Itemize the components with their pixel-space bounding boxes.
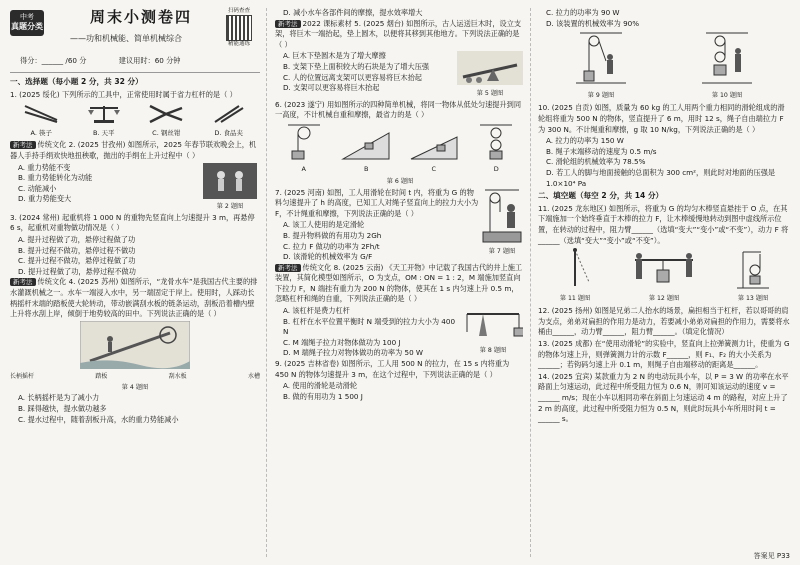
q4-figure — [10, 321, 260, 394]
qr-bottom-label: 精能通练 — [227, 41, 250, 47]
q7-figure — [479, 188, 525, 263]
figure-label: 踏板 — [95, 373, 108, 381]
option-label: D. 食品夹 — [214, 128, 244, 137]
figure-caption: 第 6 题图 — [386, 177, 414, 185]
question-7: 7. (2025 河南) 如图，工人用滑轮在时间 t 内，将重为 G 的物料匀速提升了 h 的高度，已知工人对绳子竖直向上的拉力大小为 F，不计绳重和摩擦，下列说法正确的是（ ） — [275, 187, 479, 218]
q5-options — [275, 51, 455, 99]
question-1: 1. (2025 绥化) 下列所示的工具中，正常使用时属于省力杠杆的是（ ） — [10, 89, 237, 99]
figure-caption: 第 10 题图 — [711, 91, 743, 99]
qr-block[interactable] — [222, 8, 256, 48]
question-4 — [10, 277, 260, 319]
option: A. 该杠杆是费力杠杆 — [283, 306, 350, 316]
badge-main: 真题分类 — [11, 22, 43, 31]
incline-30-icon — [409, 123, 459, 161]
q11-13-figures — [538, 248, 790, 304]
question-5 — [275, 19, 525, 51]
page-title: 周末小测卷四 — [90, 8, 193, 26]
qr-code-icon[interactable] — [226, 15, 252, 41]
option: A. 该工人使用的是定滑轮 — [283, 220, 365, 230]
q4-figure-labels — [10, 372, 260, 383]
q10-figure — [702, 31, 752, 101]
q8-figure — [461, 306, 525, 359]
question-text: 4. (2025 苏州) 如图所示，“龙骨水车”是我国古代主要的排水灌溉机械之一。水车一端浸入水中，另一端固定于岸上。使用时，人踩动长柄摇杆末端的踏板使大轮转动，带动嵌满刮水板的链条运动，刮板沿着槽内壁上升将水刮上岸，倾倒于地势较高的田中。下列说法正确的是（ ） — [10, 277, 258, 319]
q9-q10-figures — [538, 31, 790, 101]
carrying-water-illustration — [629, 248, 699, 290]
question-8 — [275, 263, 525, 305]
q1-figures — [10, 102, 260, 138]
topic-tag: 传统文化 — [37, 277, 67, 287]
option: A. 巨木下垫圆木是为了增大摩擦 — [283, 51, 386, 61]
option: D. 支架可以更容易将巨木抬起 — [283, 83, 380, 93]
pulley-block-icon — [476, 123, 516, 161]
option: A. 使用的滑轮是动滑轮 — [283, 381, 358, 391]
option: A. 长柄摇杆是为了减小力 — [18, 393, 100, 403]
option: B. 做的有用功为 1 500 J — [283, 391, 363, 401]
q2-figure — [200, 163, 260, 213]
figure-caption: 第 12 题图 — [648, 294, 680, 302]
balance-icon — [84, 102, 124, 124]
q6-figures — [275, 123, 525, 175]
badge-top: 中考 — [20, 13, 34, 21]
option-label: A. 筷子 — [30, 128, 52, 137]
pulley-group-illustration — [702, 31, 752, 87]
option: A. 提升过程做了功，悬停过程做了功 — [18, 234, 136, 244]
figure-label: 刮水板 — [168, 373, 187, 381]
question-14: 14. (2025 宜宾) 某款重力为 2 N 的电动玩具小车，以 P = 3 W 的功率在水平路面上匀速运动，此过程中所受阻力恒为 0.6 N，则可知该运动的速度 v = ______ m/s；现在小车以相同功率在斜面上匀速运动 4 m 的路程，对应上升了 2 m 的高度，此过程中所受阻力恒为 0.5 N，则此时玩具小车所用时间 t = ______ s。 — [538, 371, 789, 424]
column-middle — [275, 8, 525, 402]
q12-figure — [629, 248, 699, 304]
incline-icon — [341, 123, 391, 161]
column-divider — [266, 8, 267, 557]
q6-option-a — [284, 123, 324, 175]
figure-caption: 第 7 题图 — [488, 248, 516, 256]
option-label: D — [493, 165, 499, 174]
option: D. 该滑轮的机械效率为 G/F — [283, 252, 373, 262]
column-divider — [530, 8, 531, 557]
option: A. 重力势能不变 — [18, 162, 71, 172]
title-block — [10, 8, 260, 73]
question-12: 12. (2025 扬州) 如图是兄弟二人抬水的场景，扁担相当于杠杆，若以哥哥的肩为支点，弟弟对扁担的作用力是动力，若要减小弟弟对扁担的作用力，需要将水桶由______，动力臂______，阻力臂______。（填定化情况） — [538, 306, 790, 337]
question-text: 8. (2025 云南) 《天工开物》中记载了我国古代的井上施工装置，其简化模型如图所示，O 为支点，OM : ON = 1 : 2，M 端施加竖直向下拉力 F，N 端挂有重力为 200 N 的物体，使其在 1 s 内匀速上升 0.5 m，忽略杠杆和绳的自重，下列说法正确的是（ ） — [275, 262, 523, 304]
option-label: C — [431, 165, 437, 174]
option: C. 提升过程不做功，悬停过程做了功 — [18, 256, 136, 266]
option-label: B. 天平 — [92, 128, 115, 137]
option: C. 人的位置远离支架可以更容易将巨木抬起 — [283, 72, 422, 82]
q6-option-c — [409, 123, 459, 175]
figure-caption: 第 2 题图 — [216, 203, 244, 211]
q1-option-b — [84, 102, 124, 138]
option-label: C. 钢丝钳 — [152, 128, 181, 137]
fixed-pulley-icon — [284, 123, 324, 161]
question-6: 6. (2023 遂宁) 用如图所示的四种简单机械，将同一物体从低处匀速提升到同一高度，不计机械自重和摩擦，最省力的是（ ） — [275, 99, 522, 120]
q1-option-a — [21, 102, 61, 138]
chopsticks-icon — [21, 102, 61, 124]
option: D. 提升过程做了功，悬停过程不做功 — [18, 266, 136, 276]
option: C. 拉力的功率为 90 W — [546, 8, 620, 17]
option: C. 滑轮组的机械效率为 78.5% — [546, 157, 646, 167]
figure-caption: 第 13 题图 — [737, 294, 769, 302]
q1-option-c — [146, 102, 186, 138]
option: C. 提水过程中，随着刮板升高，水的重力势能减小 — [18, 414, 179, 424]
water-wheel-illustration — [80, 321, 190, 369]
option: D. M 端绳子拉力对物体做功的功率为 50 W — [283, 348, 424, 358]
q11-figure — [555, 248, 595, 304]
new-method-tag: 新考法 — [10, 141, 36, 149]
option: B. 支架下垫上面积较大的石块是为了增大压强 — [283, 61, 430, 71]
log-lever-illustration — [457, 51, 523, 85]
page-subtitle: ——功和机械能、简单机械综合 — [70, 34, 182, 43]
figure-caption: 第 9 题图 — [587, 91, 615, 99]
question-text: 5. (2025 烟台) 如图所示，古人运送巨木时，设立支架，将巨木一端抬起，垫上圆木，以便将其移到其他地方。下列说法正确的是（ ） — [275, 18, 522, 49]
figure-label: 水槽 — [247, 373, 260, 381]
question-13: 13. (2025 成都) 在“使用动滑轮”的实验中，竖直向上拉弹簧测力计，使重为 G 的物体匀速上升，则弹簧测力计的示数 F______，则 F₁、F₂ 的大小关系为______；若钩码匀速上升 0.1 m，则绳子自由端移动的距离是______。 — [538, 339, 790, 370]
option: D. 减小水车各部件间的摩擦，提水效率增大 — [283, 8, 423, 17]
figure-caption: 第 11 题图 — [559, 294, 591, 302]
q13-figure — [733, 248, 773, 304]
option-label: A — [301, 165, 306, 174]
q5-figure — [455, 51, 525, 99]
q9-continued — [538, 8, 790, 29]
question-2 — [10, 140, 260, 161]
question-10: 10. (2025 自贡) 如图，质量为 60 kg 的工人用两个重力相同的滑轮组成的滑轮组将重为 500 N 的物体，竖直提升了 6 m，用时 12 s，绳子自由端拉力 F 为 300 N。不计绳重和摩擦，g 取 10 N/kg，下列说法正确的是（ ） — [538, 103, 785, 134]
q5-body — [275, 51, 525, 99]
option: B. 绳子末端移动的速度为 0.5 m/s — [546, 146, 657, 156]
q7-body — [275, 188, 525, 263]
option: A. 拉力的功率为 150 W — [546, 136, 624, 146]
qr-top-label: 扫码查查 — [227, 8, 250, 14]
option: B. 重力势能转化为动能 — [18, 173, 93, 183]
topic-tag: 传统文化 — [302, 262, 332, 272]
q2-options — [10, 163, 200, 213]
q7-text — [275, 188, 479, 263]
option: B. 提升过程不做功，悬停过程不做功 — [18, 245, 136, 255]
q8-body — [275, 306, 525, 359]
time-hint: 建议用时：60 分钟 — [118, 56, 181, 65]
badge — [10, 10, 44, 36]
spring-scale-pulley-illustration — [733, 248, 773, 290]
section-heading: 二、填空题（每空 2 分，共 14 分） — [538, 191, 664, 201]
q2-body — [10, 163, 260, 213]
topic-tag: 2022 课标素材 — [302, 18, 352, 28]
score-field: 得分：______ /60 分 — [20, 56, 87, 65]
well-lever-illustration — [463, 306, 523, 342]
worker-pulley-illustration — [481, 188, 523, 244]
figure-label: 长柄摇杆 — [10, 373, 35, 381]
q9-options — [538, 8, 790, 29]
figure-caption: 第 4 题图 — [121, 383, 149, 391]
q1-option-d — [209, 102, 249, 138]
question-9: 9. (2025 吉林省卷) 如图所示，工人用 500 N 的拉力，在 15 s 内将重为 450 N 的物体匀速提升 3 m，在这个过程中，下列说法正确的是（ ） — [275, 359, 510, 379]
option: B. 提升物料做的有用功为 2Gh — [283, 230, 382, 240]
q8-options — [275, 306, 461, 359]
section-heading: 一、选择题（每小题 2 分，共 32 分） — [10, 77, 143, 86]
option: C. M 端绳子拉力对物体做功为 100 J — [283, 337, 401, 347]
column-left — [10, 8, 260, 425]
q9-figure — [576, 31, 626, 101]
new-method-tag: 新考法 — [275, 20, 301, 28]
option: B. 杠杆在水平位置平衡时 N 端受到的拉力大小为 400 N — [283, 316, 456, 337]
q6-option-d — [476, 123, 516, 175]
option: D. 若工人的脚与地面接触的总面积为 300 cm²，则此时对地面的压强是 1.0×10⁴ Pa — [546, 167, 776, 188]
option: D. 重力势能变大 — [18, 194, 72, 204]
question-3: 3. (2024 常州) 起重机将 1 000 N 的重物先竖直向上匀速提升 3 m，再悬停 6 s，起重机对重物做功情况是（ ） — [10, 212, 255, 233]
pliers-icon — [146, 102, 186, 124]
question-11: 11. (2025 龙东地区) 如图所示，将重为 G 的均匀木棒竖直悬挂于 O 点，在其下端施加一个始终垂直于木棒的拉力 F，让木棒缓慢地转动到图中虚线所示位置，在转动的过程中，阻力臂______（选填“变大”“变小”或“不变”），动力 F 将______（选填“变大”“变小”或“不变”）。 — [538, 203, 789, 245]
option: C. 拉力 F 做功的功率为 2Fh/t — [283, 241, 380, 251]
robot-dance-photo — [203, 163, 257, 199]
food-tongs-icon — [209, 102, 249, 124]
rotating-rod-illustration — [555, 248, 595, 290]
q6-option-b — [341, 123, 391, 175]
new-method-tag: 新考法 — [10, 278, 36, 286]
worker-fixed-pulley-illustration — [576, 31, 626, 87]
option: D. 该装置的机械效率为 90% — [546, 18, 640, 28]
column-right — [538, 8, 790, 426]
figure-caption: 第 5 题图 — [476, 89, 504, 97]
option: B. 踩得越快，提水做功越多 — [18, 404, 107, 414]
option: C. 动能减小 — [18, 183, 57, 193]
new-method-tag: 新考法 — [275, 264, 301, 272]
option-label: B — [364, 165, 369, 174]
question-text: 2. (2025 甘孜州) 如图所示，2025 年春节联欢晚会上，机器人手持手绢欢快地扭秧歌，抛出的手绢在上升过程中（ ） — [10, 140, 257, 160]
topic-tag: 传统文化 — [37, 140, 67, 150]
meta-line — [20, 56, 211, 67]
figure-caption: 第 8 题图 — [479, 346, 507, 354]
answer-reference: 答案见 P33 — [753, 552, 790, 560]
